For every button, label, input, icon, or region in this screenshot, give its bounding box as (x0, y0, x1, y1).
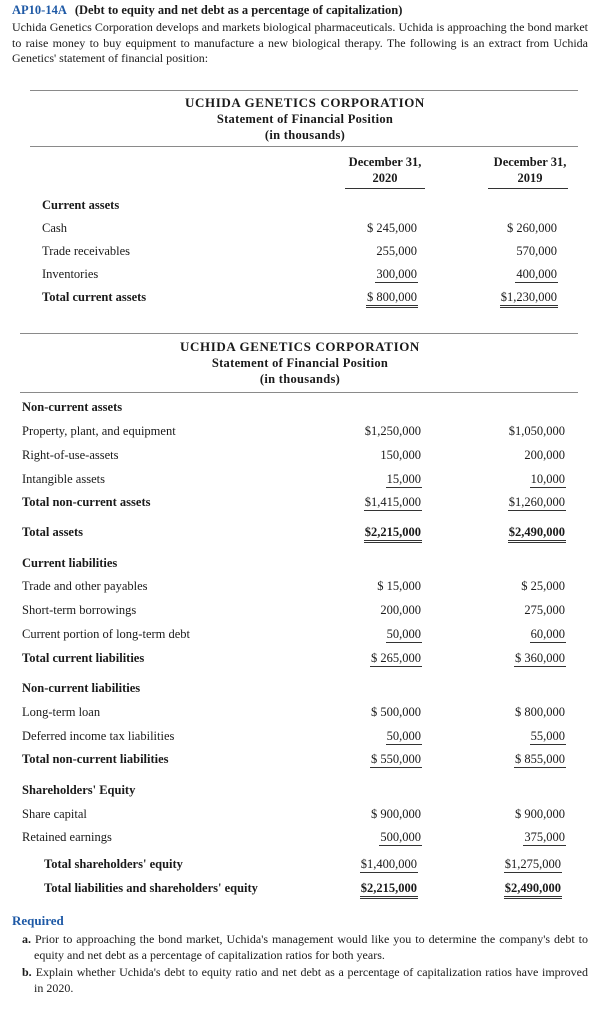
statement2-unit: (in thousands) (259, 372, 341, 386)
table-row: Trade and other payables $ 15,000 $ 25,000 (22, 579, 565, 593)
table-row: Long-term loan $ 500,000 $ 800,000 (22, 705, 565, 719)
section-heading-current-assets: Current assets (42, 198, 120, 212)
required-item-a (12, 932, 588, 963)
required-item-b-marker: b. (22, 965, 32, 979)
column-underline (488, 188, 568, 189)
table-row-total-assets: Total assets $2,215,000 $2,490,000 (0, 523, 598, 541)
statement2-company: UCHIDA GENETICS CORPORATION (180, 339, 420, 354)
divider (20, 333, 578, 334)
table-row-total: Total current liabilities $ 265,000 $ 360,000 (22, 651, 565, 665)
statement2-title (140, 339, 460, 387)
section-heading-shareholders-equity: Shareholders' Equity (22, 783, 136, 797)
section-heading-non-current-liabilities: Non-current liabilities (22, 681, 141, 695)
column-underline (345, 188, 425, 189)
divider (30, 146, 578, 147)
table-row-grand-total: Total liabilities and shareholders' equity $2,215,000 $2,490,000 (0, 879, 598, 897)
required-item-b (12, 965, 588, 996)
column-header-2019: December 31, 2019 (493, 155, 567, 185)
problem-title-line (12, 2, 588, 18)
required-item-a-marker: a. (22, 932, 31, 946)
required-item-b-text: Explain whether Uchida's debt to equity ratio and net debt as a percentage of capitalization ratios have improved in 2020. (34, 965, 588, 995)
table-row: Right-of-use-assets 150,000 200,000 (22, 448, 565, 462)
table-row: Intangible assets 15,000 10,000 (22, 472, 565, 486)
problem-intro: Uchida Genetics Corporation develops and markets biological pharmaceuticals. Uchida is approaching the bond market to raise money to buy equipment to manufacture a new biological therapy. The following is an extract from Uchida Genetics' statement of financial position: (12, 20, 588, 65)
table-row: Current portion of long-term debt 50,000 60,000 (22, 627, 565, 641)
statement2-name: Statement of Financial Position (211, 356, 389, 370)
statement1-company: UCHIDA GENETICS CORPORATION (185, 95, 425, 110)
divider (30, 90, 578, 91)
table-row: Trade receivables 255,000 570,000 (42, 244, 557, 258)
problem-title: (Debt to equity and net debt as a percentage of capitalization) (74, 3, 403, 17)
required-heading: Required (12, 913, 64, 928)
table-row: Inventories 300,000 400,000 (42, 267, 557, 281)
table-row: Property, plant, and equipment $1,250,000 $1,050,000 (22, 424, 565, 438)
required-item-a-text: Prior to approaching the bond market, Uchida's management would like you to determine the company's debt to equity and net debt as a percentage of capitalization ratios for both years. (34, 932, 588, 962)
required-section (12, 912, 588, 996)
section-heading-current-liabilities: Current liabilities (22, 556, 118, 570)
table-row-total: Total shareholders' equity $1,400,000 $1,275,000 (44, 857, 561, 871)
statement1-unit: (in thousands) (264, 128, 346, 142)
table-row-total: Total non-current liabilities $ 550,000 $ 855,000 (22, 752, 565, 766)
table-row: Cash $ 245,000 $ 260,000 (42, 221, 557, 235)
statement1-name: Statement of Financial Position (216, 112, 394, 126)
table-row: Share capital $ 900,000 $ 900,000 (22, 807, 565, 821)
problem-code: AP10-14A (12, 3, 67, 17)
table-row-total: Total current assets $ 800,000 $1,230,000 (0, 288, 598, 306)
section-heading-non-current-assets: Non-current assets (22, 400, 123, 414)
problem-header (12, 2, 588, 67)
table-row: Deferred income tax liabilities 50,000 55,000 (22, 729, 565, 743)
table-row: Short-term borrowings 200,000 275,000 (22, 603, 565, 617)
table-row-total: Total non-current assets $1,415,000 $1,260,000 (22, 495, 565, 509)
divider (20, 392, 578, 393)
table-row: Retained earnings 500,000 375,000 (22, 830, 565, 844)
statement1-title (150, 95, 460, 143)
column-header-2020: December 31, 2020 (348, 155, 422, 185)
